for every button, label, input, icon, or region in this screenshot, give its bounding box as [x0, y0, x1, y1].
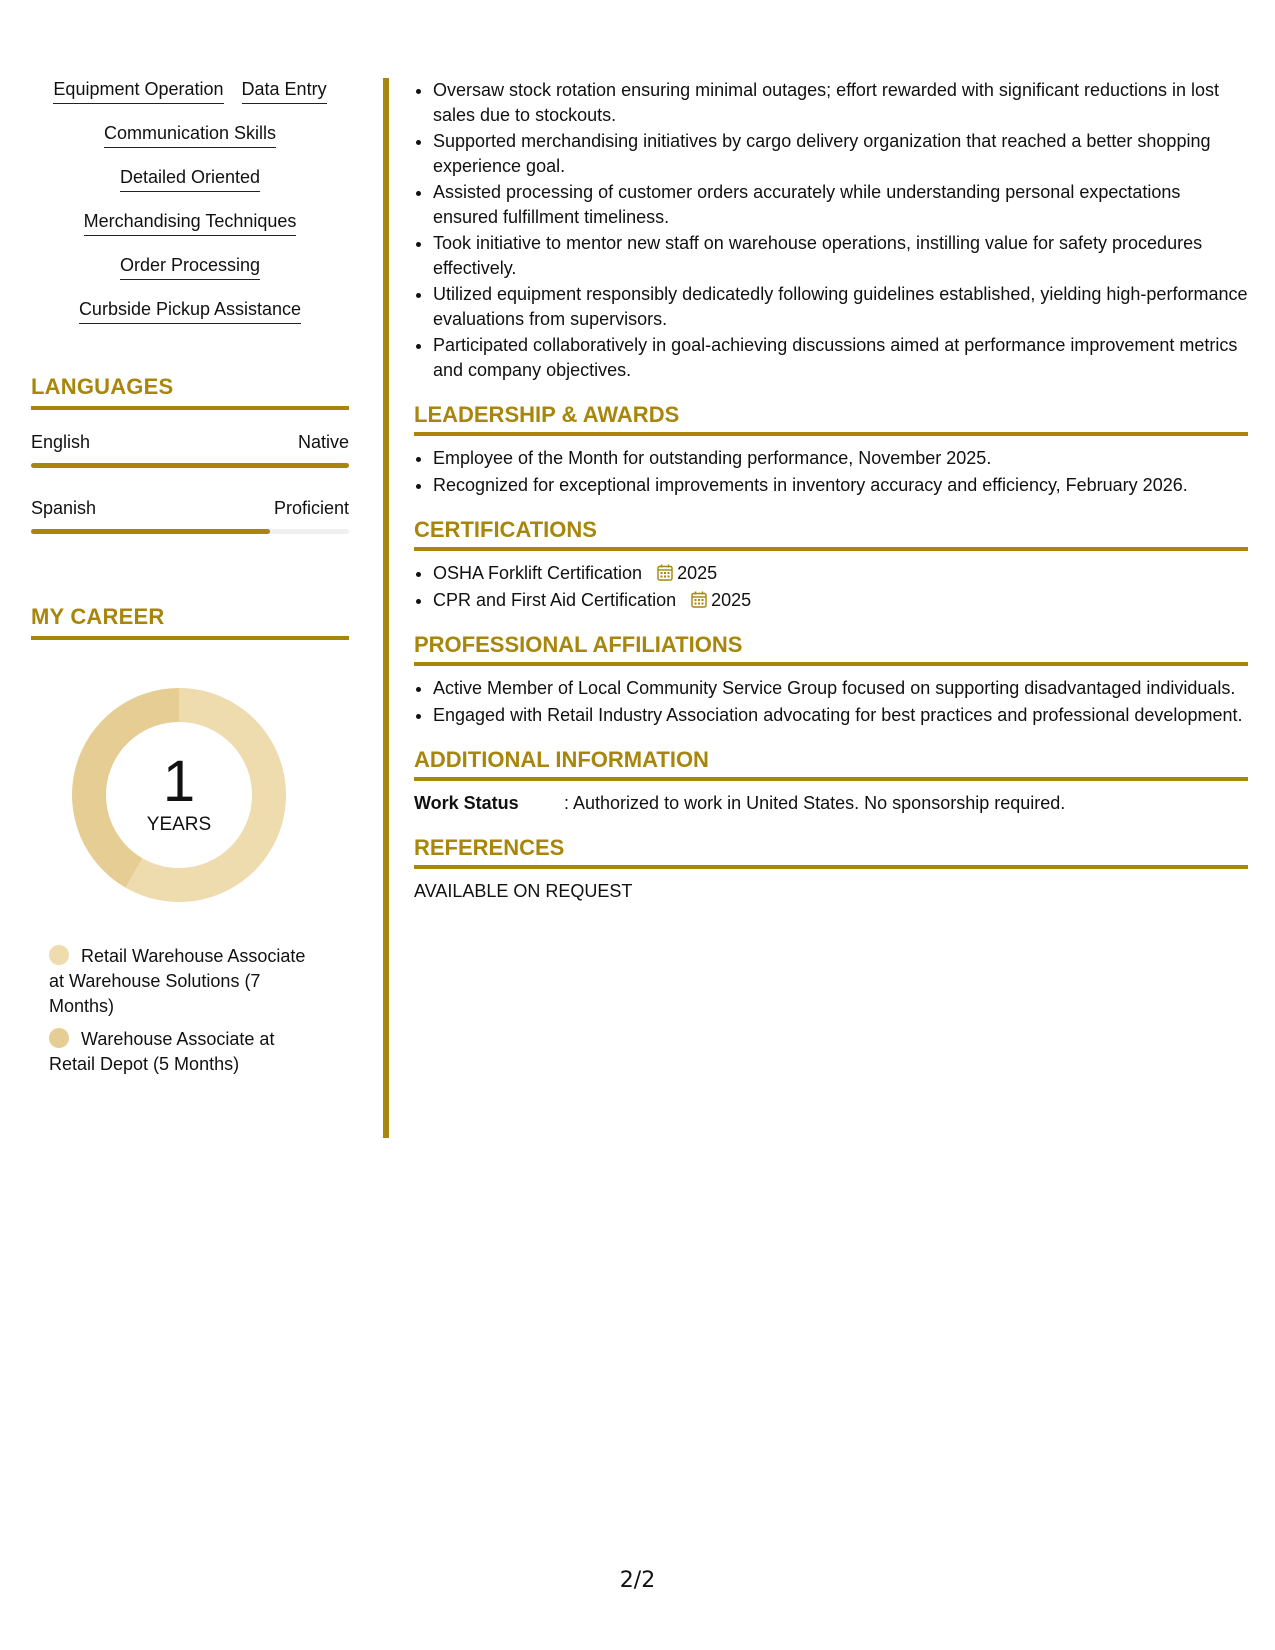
affiliations-list [414, 676, 1248, 727]
language-bar [31, 529, 349, 534]
list-item: • Employee of the Month for outstanding performance, November 2025. [433, 446, 1248, 471]
skills-list [31, 78, 349, 324]
column-divider [383, 78, 389, 1138]
certification-year: 2025 [711, 589, 752, 610]
certification-date [657, 561, 717, 586]
language-name: English [31, 432, 91, 452]
skill-tag: Detailed Oriented [120, 166, 260, 192]
references-heading: REFERENCES [414, 835, 1248, 869]
additional-info-heading: ADDITIONAL INFORMATION [414, 747, 1248, 781]
language-level: Native [297, 432, 349, 452]
donut-center [64, 680, 294, 910]
career-heading: MY CAREER [31, 604, 349, 640]
certification-date [691, 588, 751, 613]
list-item: • Took initiative to mentor new staff on warehouse operations, instilling value for safety procedures effectively. [433, 231, 1248, 280]
skill-tag: Merchandising Techniques [84, 210, 297, 236]
work-status-value: : Authorized to work in United States. No sponsorship required. [564, 793, 1066, 813]
career-legend-item [49, 944, 319, 1019]
skill-tag: Communication Skills [104, 122, 276, 148]
career-legend-item [49, 1027, 319, 1077]
languages-heading: LANGUAGES [31, 374, 349, 410]
certification-item [433, 561, 1248, 586]
affiliations-heading: PROFESSIONAL AFFILIATIONS [414, 632, 1248, 666]
certification-year: 2025 [677, 563, 718, 583]
career-legend-label: Retail Warehouse Associate at Warehouse Solutions (7 Months) [49, 946, 306, 1016]
career-section [31, 604, 349, 1077]
certification-item [433, 588, 1248, 613]
skill-tag: Equipment Operation [53, 78, 223, 104]
leadership-list [414, 446, 1248, 497]
career-total: 1 [162, 749, 196, 814]
list-item: • Participated collaboratively in goal-achieving discussions aimed at performance improvement metrics and company objectives. [433, 333, 1248, 382]
experience-bullets [414, 78, 1248, 382]
language-row [31, 498, 349, 519]
list-item: • Recognized for exceptional improvements in inventory accuracy and efficiency, February 2026. [433, 473, 1248, 498]
language-level: Proficient [273, 498, 349, 518]
references-text: AVAILABLE ON REQUEST [414, 881, 633, 901]
skill-row [31, 122, 349, 148]
skill-row [31, 166, 349, 192]
skill-tag: Order Processing [120, 254, 260, 280]
certification-name: CPR and First Aid Certification [433, 589, 677, 610]
language-row [31, 432, 349, 453]
certifications-list [414, 561, 1248, 612]
legend-dot [49, 1028, 69, 1048]
skill-row [31, 210, 349, 236]
language-bar [31, 463, 349, 468]
career-legend [49, 944, 319, 1077]
skill-tag: Curbside Pickup Assistance [79, 298, 301, 324]
page-number: 2/2 [619, 1568, 656, 1593]
skill-row [31, 298, 349, 324]
skill-row [31, 254, 349, 280]
language-bar-fill [31, 463, 349, 468]
right-column [414, 78, 1248, 903]
leadership-heading: LEADERSHIP & AWARDS [414, 402, 1248, 436]
list-item: • Utilized equipment responsibly dedicatedly following guidelines established, yielding high-performance evaluations from supervisors. [433, 282, 1248, 331]
list-item: • Active Member of Local Community Service Group focused on supporting disadvantaged individuals. [433, 676, 1248, 701]
calendar-icon [691, 591, 707, 608]
calendar-icon [657, 564, 673, 581]
career-legend-label: Warehouse Associate at Retail Depot (5 Months) [49, 1029, 275, 1074]
career-donut-chart [64, 680, 294, 910]
work-status-row [414, 791, 1248, 815]
left-column [31, 78, 349, 1085]
list-item: • Supported merchandising initiatives by cargo delivery organization that reached a better shopping experience goal. [433, 129, 1248, 178]
language-bar-fill [31, 529, 270, 534]
skill-tag: Data Entry [242, 78, 327, 104]
career-unit: YEARS [146, 814, 212, 835]
list-item: • Engaged with Retail Industry Association advocating for best practices and professional development. [433, 703, 1248, 728]
languages-section [31, 374, 349, 534]
certification-name: OSHA Forklift Certification [433, 563, 643, 583]
language-name: Spanish [31, 498, 97, 518]
list-item: • Assisted processing of customer orders accurately while understanding personal expectations ensured fulfillment timeliness. [433, 180, 1248, 229]
work-status-label: Work Status [414, 793, 519, 813]
list-item: • Oversaw stock rotation ensuring minimal outages; effort rewarded with significant reductions in lost sales due to stockouts. [433, 78, 1248, 127]
certifications-heading: CERTIFICATIONS [414, 517, 1248, 551]
legend-dot [49, 945, 69, 965]
